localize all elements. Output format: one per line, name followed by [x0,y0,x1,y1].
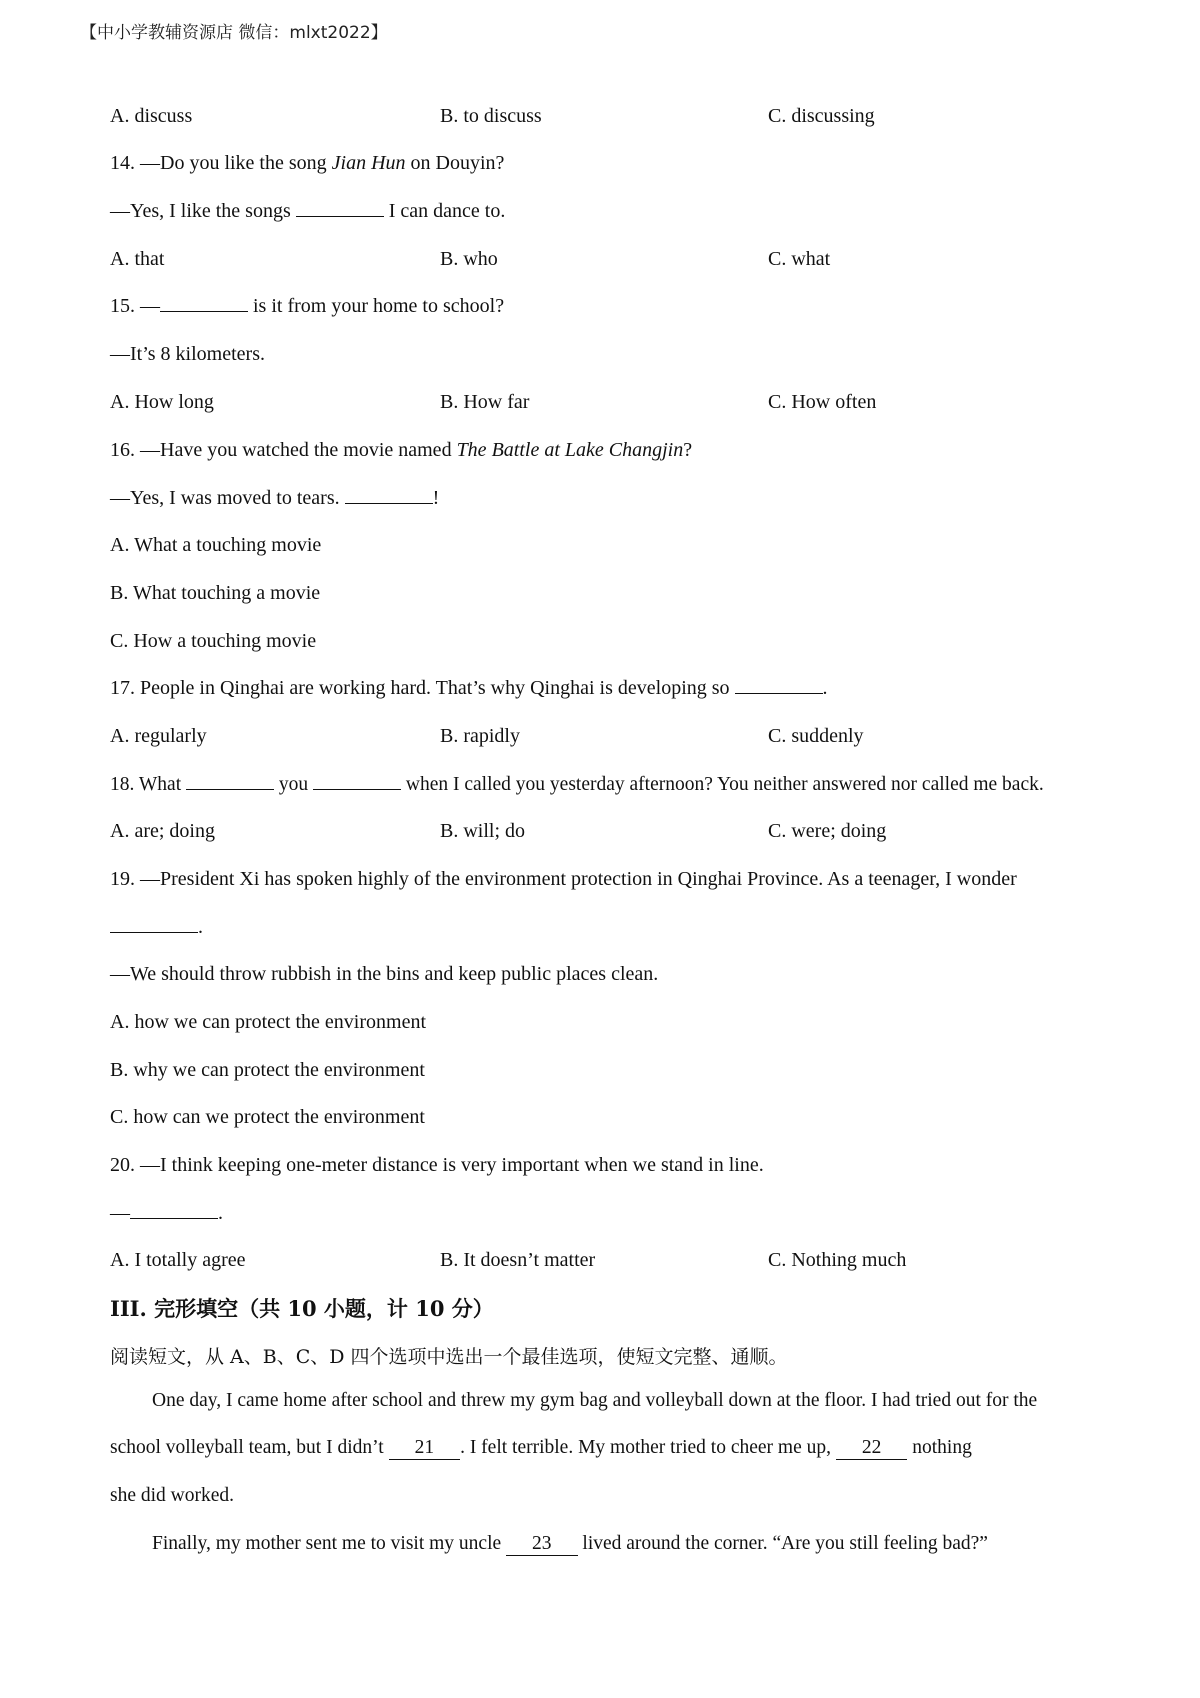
q14-option-b: B. who [440,248,498,270]
q15-option-c: C. How often [768,391,877,413]
q16-option-c: C. How a touching movie [110,630,317,652]
blank-23: 23 [506,1533,578,1556]
q15-stem: 15. — is it from your home to school? [110,295,505,317]
section-instruction: 阅读短文，从 A、B、C、D 四个选项中选出一个最佳选项，使短文完整、通顺。 [110,1346,788,1368]
q19-stem: 19. —President Xi has spoken highly of the environment protection in Qinghai Province. As a teenager, I wonder [110,868,1017,890]
passage-line-2: school volleyball team, but I didn’t 21 . I felt terrible. My mother tried to cheer me up, 22 nothing [110,1437,972,1458]
q15-option-a: A. How long [110,391,214,413]
answer-blank [296,198,384,217]
q14-stem: 14. —Do you like the song Jian Hun on Douyin? [110,152,505,174]
q20-option-b: B. It doesn’t matter [440,1249,596,1271]
q19-option-a: A. how we can protect the environment [110,1011,427,1033]
section-title: III. 完形填空（共 10 小题，计 10 分） [110,1296,494,1321]
q17-option-c: C. suddenly [768,725,864,747]
blank-21: 21 [389,1437,461,1460]
passage-line-4: Finally, my mother sent me to visit my uncle 23 lived around the corner. “Are you still feeling bad?” [152,1533,988,1554]
q16-option-b: B. What touching a movie [110,582,321,604]
q20-reply: — . [110,1202,223,1224]
q19-option-b: B. why we can protect the environment [110,1059,425,1081]
answer-blank [313,771,401,790]
q16-stem: 16. —Have you watched the movie named The Battle at Lake Changjin? [110,439,693,461]
q20-stem: 20. —I think keeping one-meter distance is very important when we stand in line. [110,1154,764,1176]
q17-option-a: A. regularly [110,725,207,747]
q19-stem-continued: . [110,914,203,940]
q13-option-c: C. discussing [768,105,875,127]
q19-reply: —We should throw rubbish in the bins and keep public places clean. [110,963,659,985]
song-title: Jian Hun [331,152,406,174]
q18-option-c: C. were; doing [768,820,887,842]
answer-blank [345,485,433,504]
passage-line-1: One day, I came home after school and threw my gym bag and volleyball down at the floor. I had tried out for the [152,1390,1038,1411]
q13-option-a: A. discuss [110,105,193,127]
q15-option-b: B. How far [440,391,530,413]
passage-line-3: she did worked. [110,1485,235,1506]
blank-22: 22 [836,1437,908,1460]
q16-option-a: A. What a touching movie [110,534,322,556]
answer-blank [160,293,248,312]
answer-blank [110,914,198,933]
q14-reply: —Yes, I like the songs I can dance to. [110,200,506,222]
watermark: 【中小学教辅资源店 微信：mlxt2022】 [80,23,388,43]
q18-option-a: A. are; doing [110,820,215,842]
q14-option-c: C. what [768,248,831,270]
movie-title: The Battle at Lake Changjin [456,439,684,461]
q16-reply: —Yes, I was moved to tears. ! [110,487,440,509]
answer-blank [735,675,823,694]
q15-reply: —It’s 8 kilometers. [110,343,265,365]
q14-option-a: A. that [110,248,165,270]
q18-stem: 18. What you when I called you yesterday afternoon? You neither answered nor called me back. [110,771,1044,798]
q17-stem: 17. People in Qinghai are working hard. That’s why Qinghai is developing so . [110,677,828,699]
q13-option-b: B. to discuss [440,105,542,127]
q17-option-b: B. rapidly [440,725,520,747]
q19-option-c: C. how can we protect the environment [110,1106,425,1128]
q20-option-c: C. Nothing much [768,1249,907,1271]
q18-option-b: B. will; do [440,820,526,842]
q20-option-a: A. I totally agree [110,1249,246,1271]
answer-blank [130,1200,218,1219]
answer-blank [186,771,274,790]
